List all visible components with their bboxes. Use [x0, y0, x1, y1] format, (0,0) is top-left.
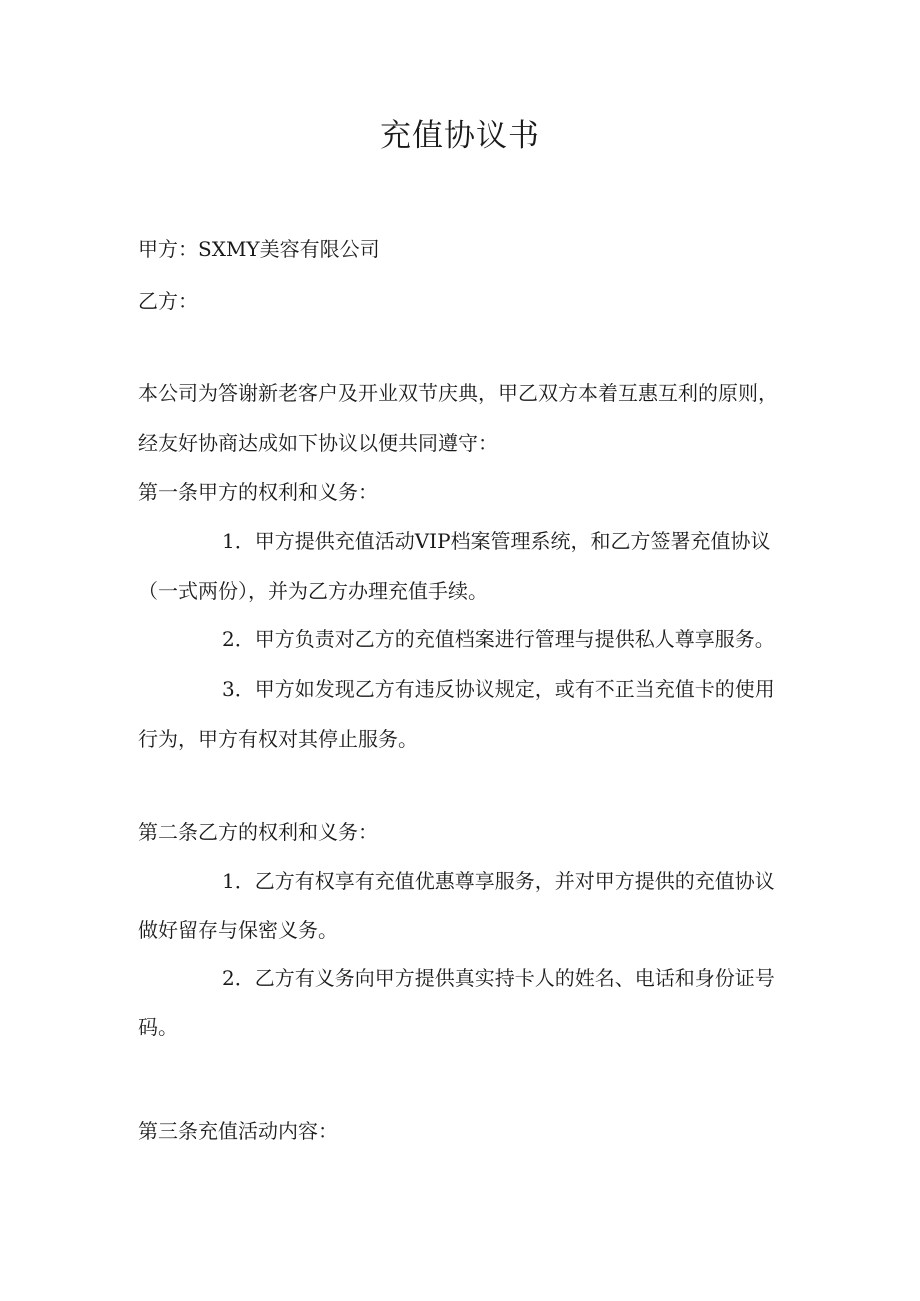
intro-line-2: 经友好协商达成如下协议以便共同遵守：: [138, 431, 498, 455]
article1-item1-line2: （一式两份），并为乙方办理充值手续。: [138, 579, 488, 603]
article1-heading: 第一条甲方的权利和义务：: [138, 480, 378, 504]
article1-item2-line1: 2．甲方负责对乙方的充值档案进行管理与提供私人尊享服务。: [222, 627, 775, 651]
article2-item1-line2: 做好留存与保密义务。: [138, 918, 338, 942]
article2-item2-line2: 码。: [138, 1015, 178, 1039]
article3-heading: 第三条充值活动内容：: [138, 1119, 338, 1143]
document-title: 充值协议书: [380, 118, 540, 154]
article2-item1-line1: 1．乙方有权享有充值优惠尊享服务，并对甲方提供的充值协议: [222, 869, 775, 893]
intro-line-1: 本公司为答谢新老客户及开业双节庆典，甲乙双方本着互惠互利的原则，: [138, 381, 778, 405]
article2-heading: 第二条乙方的权利和义务：: [138, 820, 378, 844]
party-a: 甲方：SXMY美容有限公司: [138, 237, 380, 261]
article1-item3-line2: 行为，甲方有权对其停止服务。: [138, 727, 418, 751]
article2-item2-line1: 2．乙方有义务向甲方提供真实持卡人的姓名、电话和身份证号: [222, 966, 775, 990]
article1-item3-line1: 3．甲方如发现乙方有违反协议规定，或有不正当充值卡的使用: [222, 677, 775, 701]
article1-item1-line1: 1．甲方提供充值活动VIP档案管理系统，和乙方签署充值协议: [222, 529, 771, 553]
party-b: 乙方：: [138, 289, 198, 313]
